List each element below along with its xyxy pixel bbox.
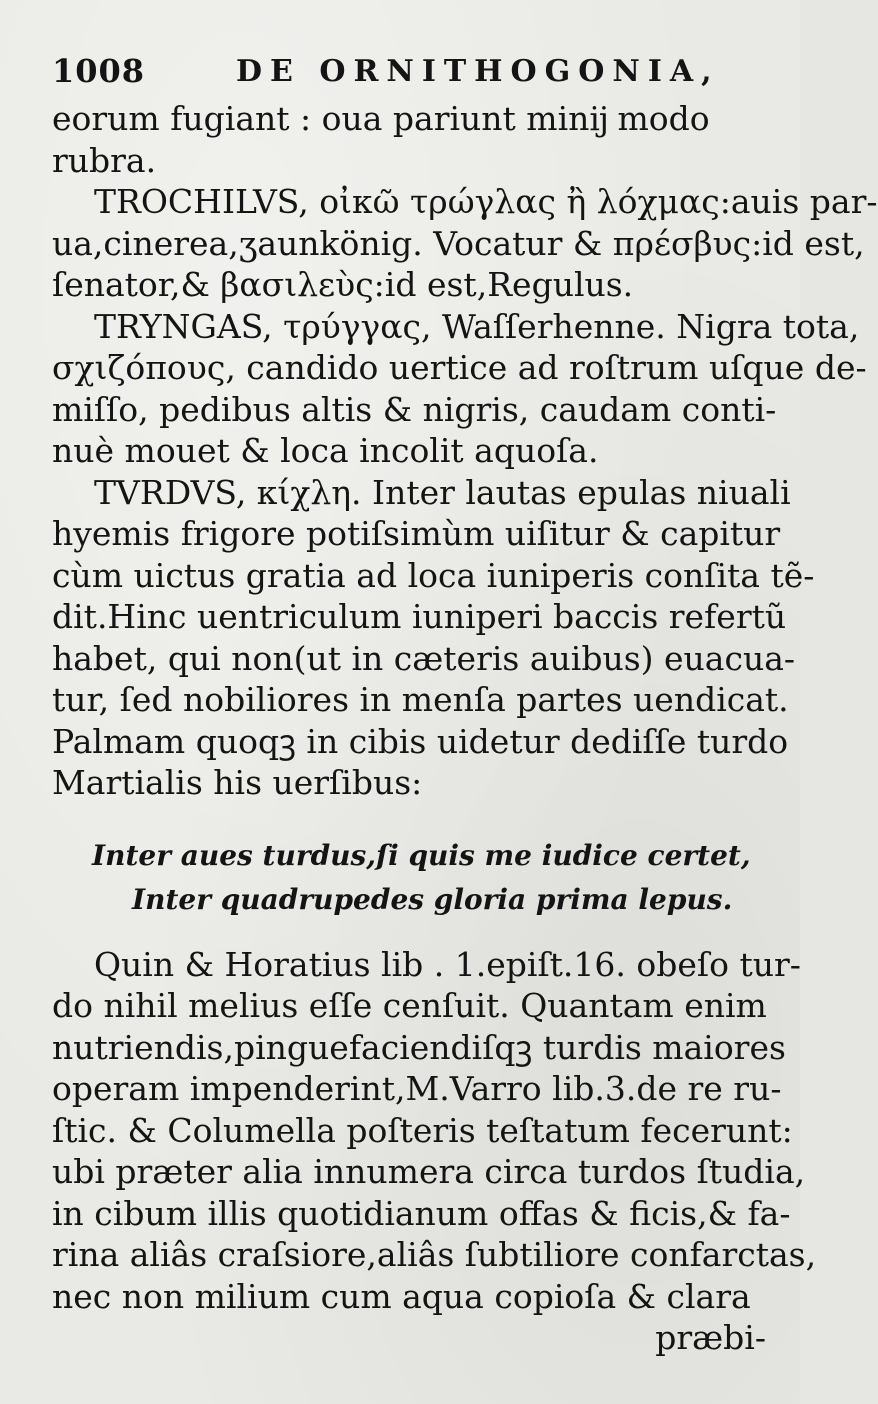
text-line: miſſo, pedibus altis & nigris, caudam conti- bbox=[52, 389, 777, 429]
text-line: nuè mouet & loca incolit aquoſa. bbox=[52, 431, 599, 470]
text-line: Palmam quoqꝫ in cibis uidetur dediſſe turdo bbox=[52, 721, 789, 761]
page-number: 1008 bbox=[52, 52, 146, 90]
text-line: cùm uictus gratia ad loca iuniperis conſita tẽ- bbox=[52, 555, 815, 595]
text-line: eorum fugiant : oua pariunt minĳ modo bbox=[52, 99, 710, 138]
text-line: ua,cinerea,ʒaunkönig. Vocatur & πρέσβυς:id est, bbox=[52, 223, 865, 263]
text-line: tur, ſed nobiliores in menſa partes uendicat. bbox=[52, 680, 789, 719]
verse-line: Inter aues turdus,ſi quis me iudice certet, bbox=[92, 838, 751, 872]
entry-trochilus: TROCHILVS, οἰκῶ τρώγλας ἢ λόχμας:auis par- bbox=[94, 182, 878, 221]
text-line: do nihil melius eſſe cenſuit. Quantam enim bbox=[52, 986, 767, 1025]
text-line: σχιζόπους, candido uertice ad roſtrum uſque de- bbox=[52, 348, 867, 387]
verse-line: Inter quadrupedes gloria prima lepus. bbox=[132, 882, 733, 916]
entry-tryngas: TRYNGAS, τρύγγας, Waſſerhenne. Nigra tota, bbox=[94, 306, 860, 346]
text-line: in cibum illis quotidianum offas & ficis,& fa- bbox=[52, 1193, 791, 1233]
text-line: rina aliâs craſsiore,aliâs ſubtiliore confarctas, bbox=[52, 1235, 817, 1274]
catchword: præbi- bbox=[655, 1318, 766, 1357]
text-line: ſtic. & Columella poſteris teſtatum fecerunt: bbox=[52, 1110, 793, 1150]
body-text bbox=[52, 98, 878, 1359]
entry-turdus: TVRDVS, κίχλη. Inter lautas epulas niuali bbox=[94, 472, 791, 512]
text-line: ſenator,& βασιλεὺς:id est,Regulus. bbox=[52, 265, 634, 304]
text-line: operam impenderint,M.Varro lib.3.de re ru- bbox=[52, 1069, 782, 1108]
text-line: Quin & Horatius lib . 1.epiſt.16. obeſo tur- bbox=[94, 944, 801, 984]
page-header bbox=[52, 52, 772, 96]
text-line: ubi præter alia innumera circa turdos ſtudia, bbox=[52, 1152, 806, 1191]
text-line: nutriendis,pinguefaciendiſqꝫ turdis maiores bbox=[52, 1027, 786, 1067]
running-head: DE ORNITHOGONIA, bbox=[236, 54, 720, 89]
text-line: dit.Hinc uentriculum iuniperi baccis refertũ bbox=[52, 597, 787, 636]
text-line: hyemis frigore potiſsimùm uiſitur & capitur bbox=[52, 514, 781, 553]
text-line: rubra. bbox=[52, 140, 157, 180]
text-line: habet, qui non(ut in cæteris auibus) euacua- bbox=[52, 638, 796, 678]
text-line: nec non milium cum aqua copioſa & clara bbox=[52, 1276, 751, 1316]
text-line: Martialis his uerſibus: bbox=[52, 763, 423, 802]
